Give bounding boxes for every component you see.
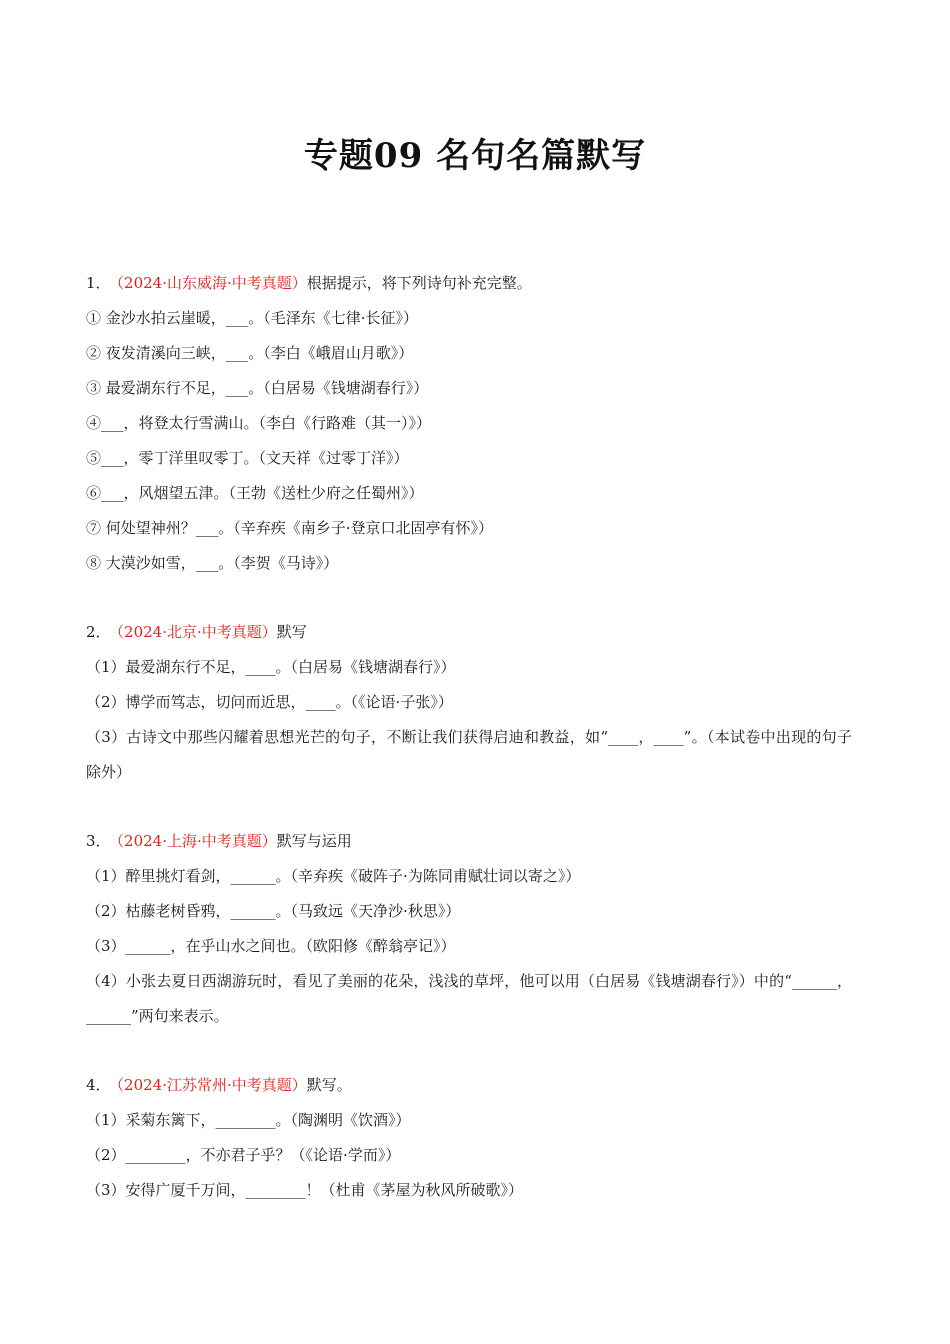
question-prompt: 默写与运用 <box>276 832 352 850</box>
question-prompt: 默写 <box>276 623 307 641</box>
question-item: （3）______，在乎山水之间也。（欧阳修《醉翁亭记》） <box>86 937 456 955</box>
question-prompt: 根据提示，将下列诗句补充完整。 <box>306 274 532 292</box>
question-source: （2024·江苏常州·中考真题） <box>116 1076 307 1094</box>
question-number: 2． <box>86 623 111 641</box>
question-item: ④___，将登太行雪满山。（李白《行路难（其一）》） <box>86 414 432 432</box>
question-2 <box>86 615 852 790</box>
question-item: （4）小张去夏日西湖游玩时，看见了美丽的花朵，浅浅的草坪，他可以用（白居易《钱塘湖春行》）中的“______，______”两句来表示。 <box>86 972 852 1025</box>
question-item: ② 夜发清溪向三峡，___。（李白《峨眉山月歌》） <box>86 344 414 362</box>
question-header <box>86 1068 852 1103</box>
question-header <box>86 615 852 650</box>
question-item: ① 金沙水拍云崖暖，___。（毛泽东《七律·长征》） <box>86 309 419 327</box>
question-header <box>86 824 852 859</box>
question-prompt: 默写。 <box>306 1076 352 1094</box>
question-number: 1． <box>86 274 111 292</box>
question-item: ③ 最爱湖东行不足，___。（白居易《钱塘湖春行》） <box>86 379 429 397</box>
question-item: （1）醉里挑灯看剑，______。（辛弃疾《破阵子·为陈同甫赋壮词以寄之》） <box>86 867 581 885</box>
question-item: （2）博学而笃志，切问而近思，____。（《论语·子张》） <box>86 693 453 711</box>
question-list <box>86 266 852 1242</box>
question-item: （2）枯藤老树昏鸦，______。（马致远《天净沙·秋思》） <box>86 902 461 920</box>
question-3 <box>86 824 852 1034</box>
question-item: （2）________，不亦君子乎？（《论语·学而》） <box>86 1146 401 1164</box>
question-header <box>86 266 852 301</box>
question-1 <box>86 266 852 581</box>
question-number: 3． <box>86 832 111 850</box>
question-item: ⑦ 何处望神州？___。（辛弃疾《南乡子·登京口北固亭有怀》） <box>86 519 494 537</box>
question-item: （1）最爱湖东行不足，____。（白居易《钱塘湖春行》） <box>86 658 456 676</box>
question-item: （3）古诗文中那些闪耀着思想光芒的句子，不断让我们获得启迪和教益，如“____，____”。（本试卷中出现的句子除外） <box>86 728 852 781</box>
question-item: （1）采菊东篱下，________。（陶渊明《饮酒》） <box>86 1111 411 1129</box>
question-source: （2024·山东威海·中考真题） <box>116 274 307 292</box>
page-title: 专题09 名句名篇默写 <box>303 136 647 176</box>
question-source: （2024·北京·中考真题） <box>116 623 277 641</box>
question-4 <box>86 1068 852 1208</box>
question-item: ⑤___，零丁洋里叹零丁。（文天祥《过零丁洋》） <box>86 449 409 467</box>
question-item: ⑥___，风烟望五津。（王勃《送杜少府之任蜀州》） <box>86 484 424 502</box>
question-item: （3）安得广厦千万间，________！（杜甫《茅屋为秋风所破歌》） <box>86 1181 524 1199</box>
question-number: 4． <box>86 1076 111 1094</box>
question-source: （2024·上海·中考真题） <box>116 832 277 850</box>
question-item: ⑧ 大漠沙如雪，___。（李贺《马诗》） <box>86 554 339 572</box>
